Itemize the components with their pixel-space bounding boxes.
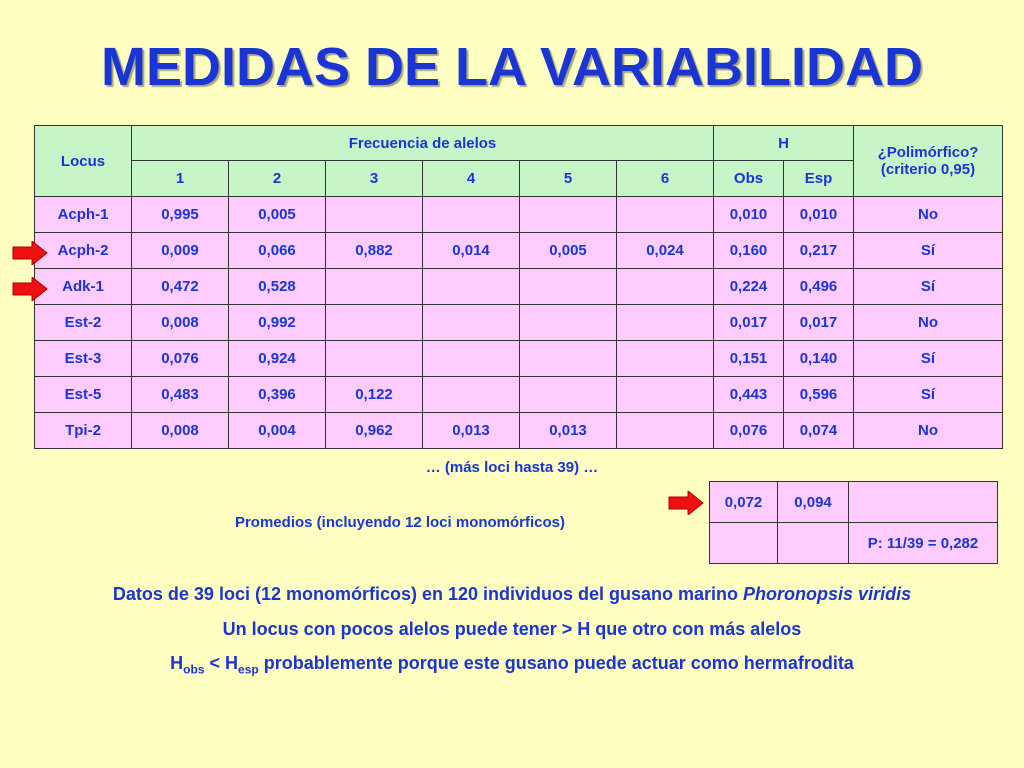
- cell-frequency: 0,014: [423, 233, 520, 269]
- lt-h-symbol: < H: [204, 653, 239, 673]
- header-polymorphic: [854, 126, 1003, 197]
- cell-frequency: [617, 197, 714, 233]
- header-polymorphic-line1: ¿Polimórfico?: [877, 144, 979, 161]
- table-row: [35, 269, 1003, 305]
- cell-frequency: 0,396: [229, 377, 326, 413]
- cell-frequency: 0,008: [132, 305, 229, 341]
- cell-obs: 0,224: [714, 269, 784, 305]
- header-allele-4: 4: [423, 161, 520, 197]
- cell-esp: 0,496: [784, 269, 854, 305]
- cell-frequency: [617, 341, 714, 377]
- cell-obs: 0,160: [714, 233, 784, 269]
- cell-frequency: 0,076: [132, 341, 229, 377]
- arrow-right-icon: [12, 277, 48, 301]
- note-hermaphrodite-text: probablemente porque este gusano puede actuar como hermafrodita: [258, 653, 854, 673]
- cell-frequency: 0,066: [229, 233, 326, 269]
- table-row: [35, 197, 1003, 233]
- cell-frequency: 0,483: [132, 377, 229, 413]
- cell-frequency: 0,472: [132, 269, 229, 305]
- avg-obs: 0,072: [710, 482, 778, 523]
- cell-polymorphic: Sí: [854, 233, 1003, 269]
- arrow-right-icon: [668, 491, 704, 515]
- cell-locus: Est-3: [35, 341, 132, 377]
- cell-frequency: [423, 197, 520, 233]
- cell-frequency: [326, 305, 423, 341]
- header-obs: Obs: [714, 161, 784, 197]
- cell-obs: 0,017: [714, 305, 784, 341]
- cell-frequency: [520, 341, 617, 377]
- cell-polymorphic: No: [854, 197, 1003, 233]
- cell-frequency: [423, 341, 520, 377]
- cell-esp: 0,074: [784, 413, 854, 449]
- header-allele-5: 5: [520, 161, 617, 197]
- avg-empty: [849, 482, 998, 523]
- cell-obs: 0,076: [714, 413, 784, 449]
- header-h: H: [714, 126, 854, 161]
- header-allele-6: 6: [617, 161, 714, 197]
- avg-empty: [710, 523, 778, 564]
- cell-frequency: 0,995: [132, 197, 229, 233]
- cell-esp: 0,217: [784, 233, 854, 269]
- cell-polymorphic: No: [854, 305, 1003, 341]
- header-polymorphic-line2: (criterio 0,95): [880, 161, 976, 178]
- header-esp: Esp: [784, 161, 854, 197]
- cell-frequency: [617, 305, 714, 341]
- cell-locus: Adk-1: [35, 269, 132, 305]
- averages-label: Promedios (incluyendo 12 loci monomórficos): [234, 514, 566, 531]
- avg-polymorphism: P: 11/39 = 0,282: [849, 523, 998, 564]
- avg-empty: [778, 523, 849, 564]
- cell-frequency: 0,005: [520, 233, 617, 269]
- cell-esp: 0,010: [784, 197, 854, 233]
- cell-obs: 0,443: [714, 377, 784, 413]
- cell-esp: 0,140: [784, 341, 854, 377]
- note-alleles: Un locus con pocos alelos puede tener > H que otro con más alelos: [222, 619, 802, 639]
- cell-frequency: 0,528: [229, 269, 326, 305]
- cell-esp: 0,596: [784, 377, 854, 413]
- cell-frequency: 0,005: [229, 197, 326, 233]
- cell-frequency: [423, 269, 520, 305]
- cell-frequency: [520, 269, 617, 305]
- cell-frequency: [617, 269, 714, 305]
- cell-frequency: 0,024: [617, 233, 714, 269]
- cell-frequency: [326, 341, 423, 377]
- table-row: [35, 377, 1003, 413]
- cell-frequency: 0,882: [326, 233, 423, 269]
- cell-frequency: [617, 377, 714, 413]
- allele-frequency-table: [34, 125, 1003, 449]
- cell-frequency: 0,122: [326, 377, 423, 413]
- cell-obs: 0,151: [714, 341, 784, 377]
- cell-frequency: [326, 269, 423, 305]
- cell-esp: 0,017: [784, 305, 854, 341]
- header-frequency: Frecuencia de alelos: [132, 126, 714, 161]
- cell-polymorphic: Sí: [854, 341, 1003, 377]
- cell-obs: 0,010: [714, 197, 784, 233]
- cell-locus: Est-2: [35, 305, 132, 341]
- cell-frequency: 0,009: [132, 233, 229, 269]
- note-data-source: [0, 584, 1024, 605]
- cell-frequency: 0,992: [229, 305, 326, 341]
- avg-esp: 0,094: [778, 482, 849, 523]
- table-row: [35, 341, 1003, 377]
- cell-frequency: 0,008: [132, 413, 229, 449]
- more-loci-note: … (más loci hasta 39) …: [425, 459, 599, 476]
- cell-locus: Est-5: [35, 377, 132, 413]
- table-row: [35, 413, 1003, 449]
- averages-table: [709, 481, 998, 564]
- cell-frequency: [520, 305, 617, 341]
- cell-frequency: 0,004: [229, 413, 326, 449]
- header-allele-1: 1: [132, 161, 229, 197]
- cell-frequency: 0,013: [423, 413, 520, 449]
- cell-locus: Tpi-2: [35, 413, 132, 449]
- page-title: MEDIDAS DE LA VARIABILIDAD: [101, 37, 923, 97]
- note-data-source-text: Datos de 39 loci (12 monomórficos) en 120 individuos del gusano marino: [112, 584, 744, 604]
- cell-frequency: [617, 413, 714, 449]
- cell-locus: Acph-1: [35, 197, 132, 233]
- header-allele-2: 2: [229, 161, 326, 197]
- cell-frequency: [326, 197, 423, 233]
- table-row: [35, 305, 1003, 341]
- obs-subscript: obs: [183, 662, 205, 677]
- cell-polymorphic: No: [854, 413, 1003, 449]
- cell-frequency: [423, 377, 520, 413]
- cell-frequency: 0,013: [520, 413, 617, 449]
- cell-frequency: [520, 197, 617, 233]
- species-name: Phoronopsis viridis: [743, 584, 912, 604]
- note-hermaphrodite: [0, 653, 1024, 677]
- cell-polymorphic: Sí: [854, 377, 1003, 413]
- header-locus: Locus: [35, 126, 132, 197]
- esp-subscript: esp: [238, 662, 259, 677]
- arrow-right-icon: [12, 241, 48, 265]
- cell-frequency: 0,962: [326, 413, 423, 449]
- cell-locus: Acph-2: [35, 233, 132, 269]
- table-row: [35, 233, 1003, 269]
- h-symbol: H: [170, 653, 184, 673]
- cell-polymorphic: Sí: [854, 269, 1003, 305]
- header-allele-3: 3: [326, 161, 423, 197]
- cell-frequency: [423, 305, 520, 341]
- cell-frequency: 0,924: [229, 341, 326, 377]
- cell-frequency: [520, 377, 617, 413]
